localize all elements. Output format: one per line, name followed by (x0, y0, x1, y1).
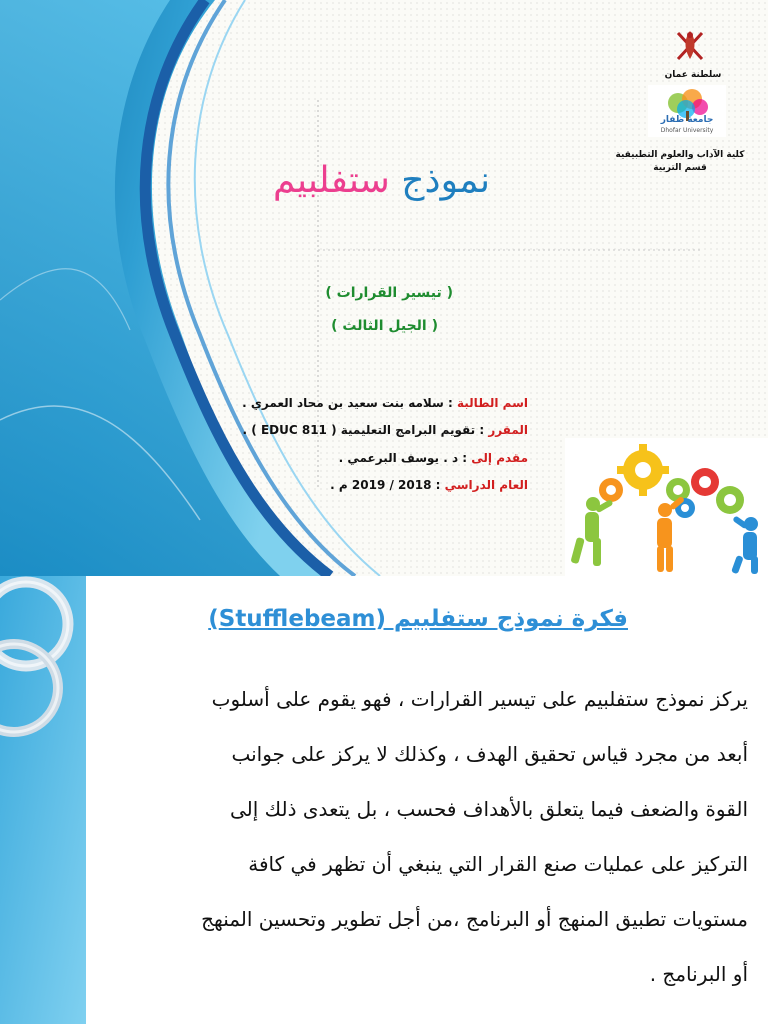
paragraph-line: أبعد من مجرد قياس تحقيق الهدف ، وكذلك لا يركز على جوانب (231, 742, 748, 766)
paragraph-line: القوة والضعف فيما يتعلق بالأهداف فحسب ، بل يتعدى ذلك إلى (229, 797, 748, 821)
blue-side-panel (0, 576, 86, 1024)
slide-title (273, 160, 490, 201)
paragraph-line: يركز نموذج ستفلبيم على تيسير القرارات ، فهو يقوم على أسلوب (211, 687, 748, 711)
department-name: قسم التربية (653, 163, 707, 173)
university-logo (648, 85, 726, 137)
info-academic-year: العام الدراسي : 2018 / 2019 م . (330, 478, 528, 492)
oman-emblem-icon (670, 25, 710, 67)
country-label: سلطنة عمان (664, 70, 722, 80)
university-logo-text: جامعة ظفار (660, 115, 714, 125)
content-slide (0, 576, 768, 1024)
college-name: كلية الآداب والعلوم التطبيقية (615, 150, 745, 160)
subtitle-decisions: ( تيسير القرارات ) (325, 285, 453, 301)
info-course: المقرر : تقويم البرامج التعليمية ( EDUC 811 ) . (242, 423, 528, 437)
title-word-model: نموذج (401, 160, 490, 201)
slide-heading: فكرة نموذج ستفلبيم (Stufflebeam) (208, 606, 628, 632)
paragraph-line: مستويات تطبيق المنهج أو البرنامج ،من أجل تطوير وتحسين المنهج (201, 907, 748, 931)
info-student: اسم الطالبة : سلامه بنت سعيد بن محاد العمري . (242, 396, 528, 410)
paragraph-line: أو البرنامج . (649, 962, 748, 986)
title-word-stufflebeam: ستفلبيم (273, 160, 390, 201)
gears-teamwork-illustration (565, 438, 768, 576)
info-presented-to: مقدم إلى : د . يوسف البرعمي . (338, 451, 528, 465)
subtitle-generation: ( الجيل الثالث ) (331, 318, 438, 334)
paragraph-line: التركيز على عمليات صنع القرار التي ينبغي أن تظهر في كافة (248, 852, 748, 876)
university-logo-subtext: Dhofar University (660, 127, 714, 134)
paragraph-body (108, 672, 748, 1002)
